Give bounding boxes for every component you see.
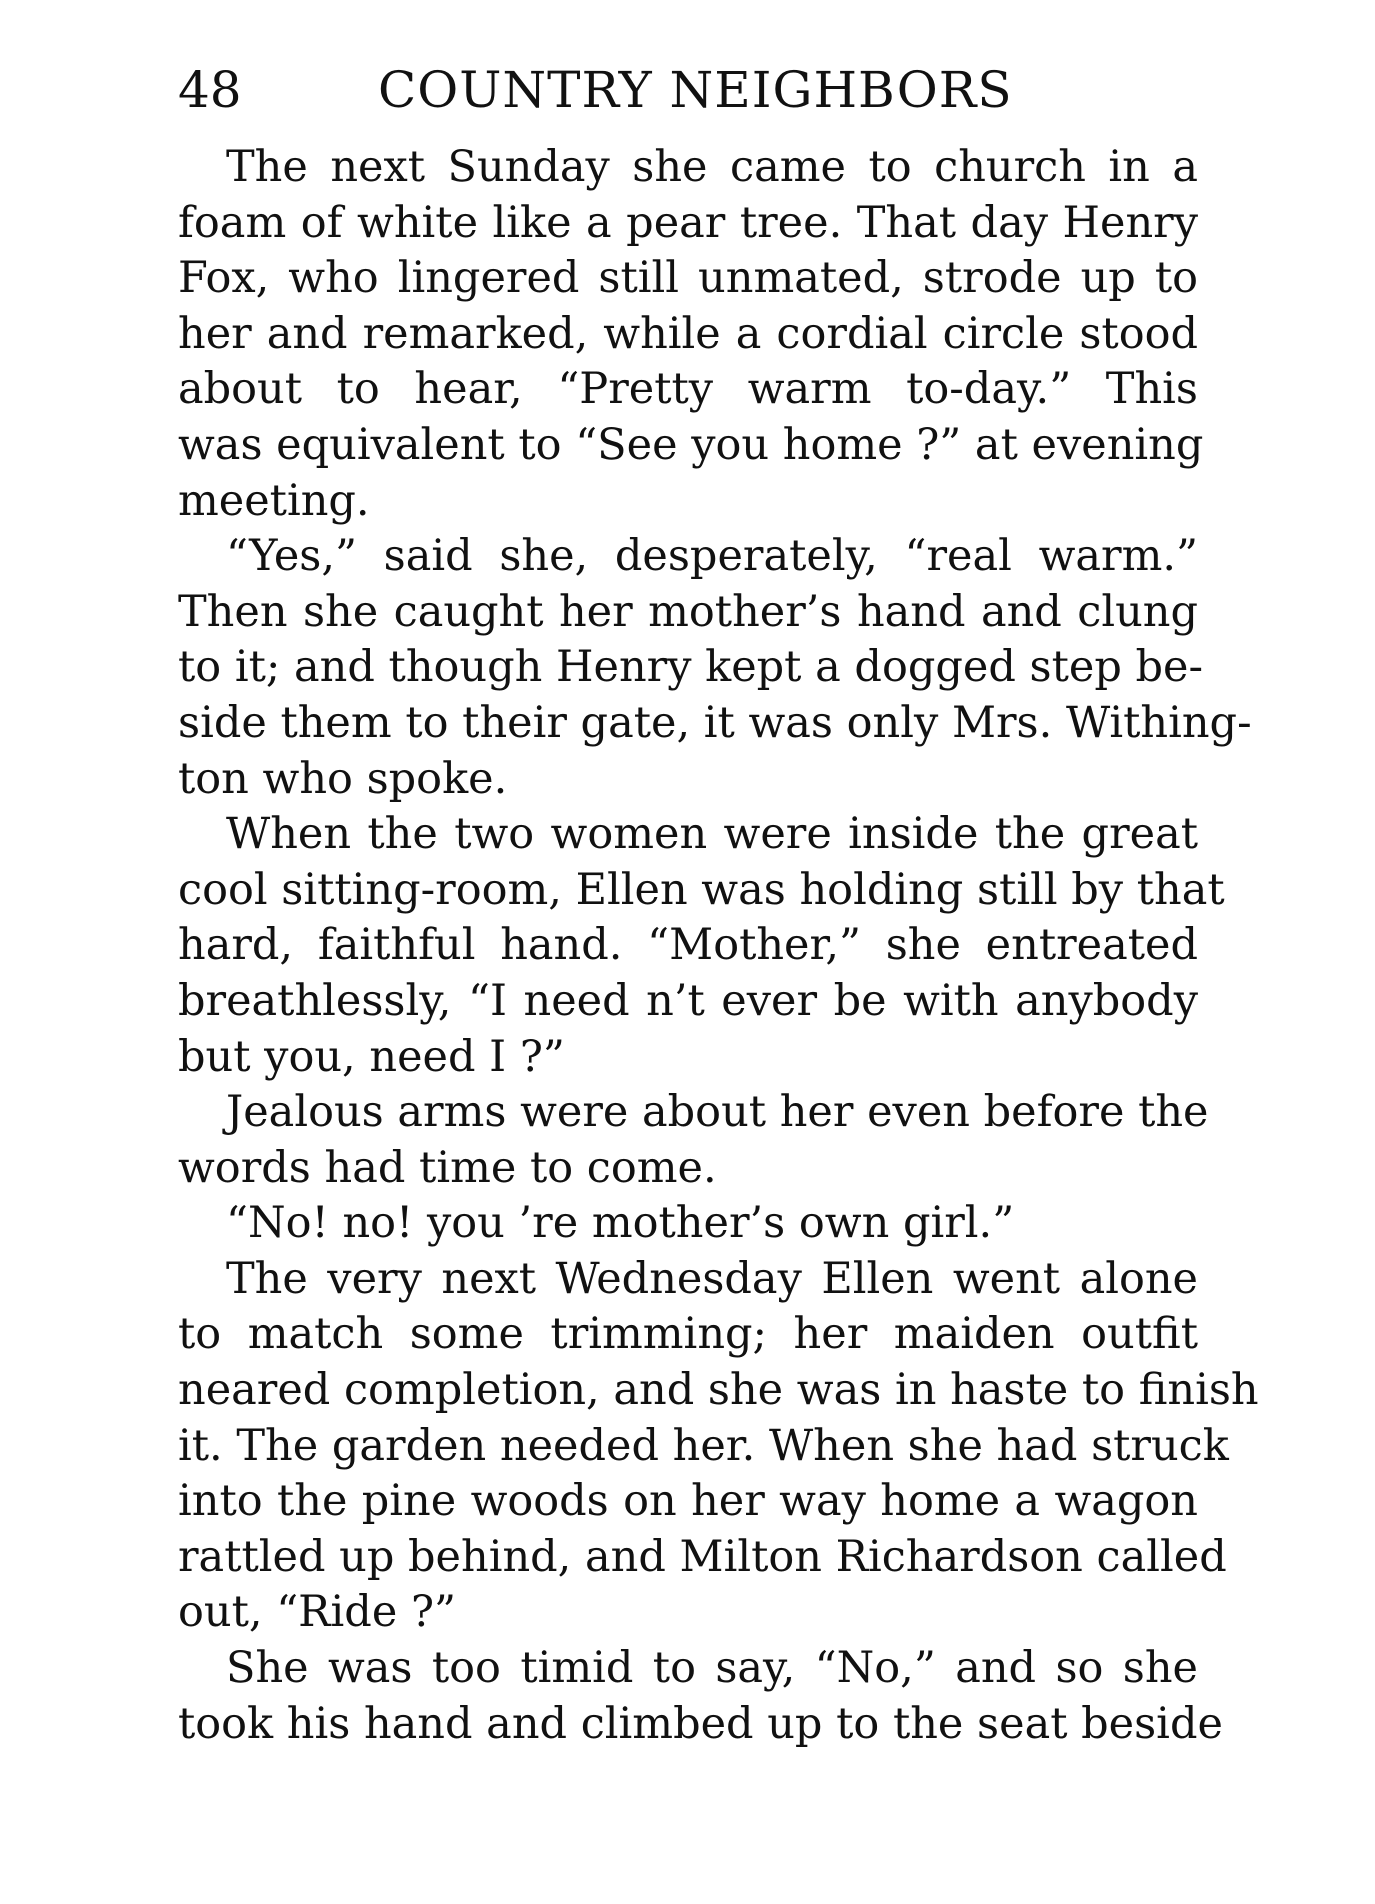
text-line: about to hear, “Pretty warm to-day.” This (178, 364, 1198, 415)
text-line: rattled up behind, and Milton Richardson called (178, 1531, 1227, 1582)
text-line: her and remarked, while a cordial circle stood (178, 308, 1198, 359)
text-line: into the pine woods on her way home a wagon (178, 1476, 1198, 1527)
text-line: “Yes,” said she, desperately, “real warm.” (226, 531, 1198, 582)
body-text (178, 140, 1259, 1752)
page-number: 48 (178, 61, 242, 119)
text-line: foam of white like a pear tree. That day Henry (178, 197, 1198, 248)
text-line: words had time to come. (178, 1142, 717, 1193)
text-line: took his hand and climbed up to the seat beside (178, 1698, 1223, 1749)
text-line: Jealous arms were about her even before the (226, 1087, 1209, 1138)
text-line: neared completion, and she was in haste to finish (178, 1365, 1259, 1416)
text-line: breathlessly, “I need n’t ever be with anybody (178, 975, 1198, 1026)
text-line: it. The garden needed her. When she had struck (178, 1420, 1229, 1471)
text-line: The next Sunday she came to church in a (226, 142, 1198, 192)
text-line: cool sitting-room, Ellen was holding still by that (178, 864, 1225, 915)
text-line: to it; and though Henry kept a dogged step be- (178, 642, 1204, 693)
text-line: ton who spoke. (178, 753, 508, 804)
text-line: “No! no! you ’re mother’s own girl.” (226, 1198, 1015, 1249)
text-line: side them to their gate, it was only Mrs. Withing- (178, 697, 1252, 748)
page-header (178, 55, 1198, 125)
text-line: out, “Ride ?” (178, 1587, 456, 1638)
text-line: was equivalent to “See you home ?” at evening (178, 419, 1204, 470)
text-line: She was too timid to say, “No,” and so she (226, 1643, 1198, 1694)
text-line: meeting. (178, 475, 370, 526)
text-line: When the two women were inside the great (226, 809, 1198, 860)
text-line: Fox, who lingered still unmated, strode up to (178, 253, 1198, 304)
text-line: hard, faithful hand. “Mother,” she entreated (178, 920, 1198, 971)
text-line: but you, need I ?” (178, 1031, 565, 1082)
running-title: COUNTRY NEIGHBORS (378, 61, 1013, 119)
text-line: Then she caught her mother’s hand and clung (178, 586, 1198, 637)
text-line: to match some trimming; her maiden outfit (178, 1309, 1198, 1360)
text-line: The very next Wednesday Ellen went alone (226, 1253, 1198, 1304)
